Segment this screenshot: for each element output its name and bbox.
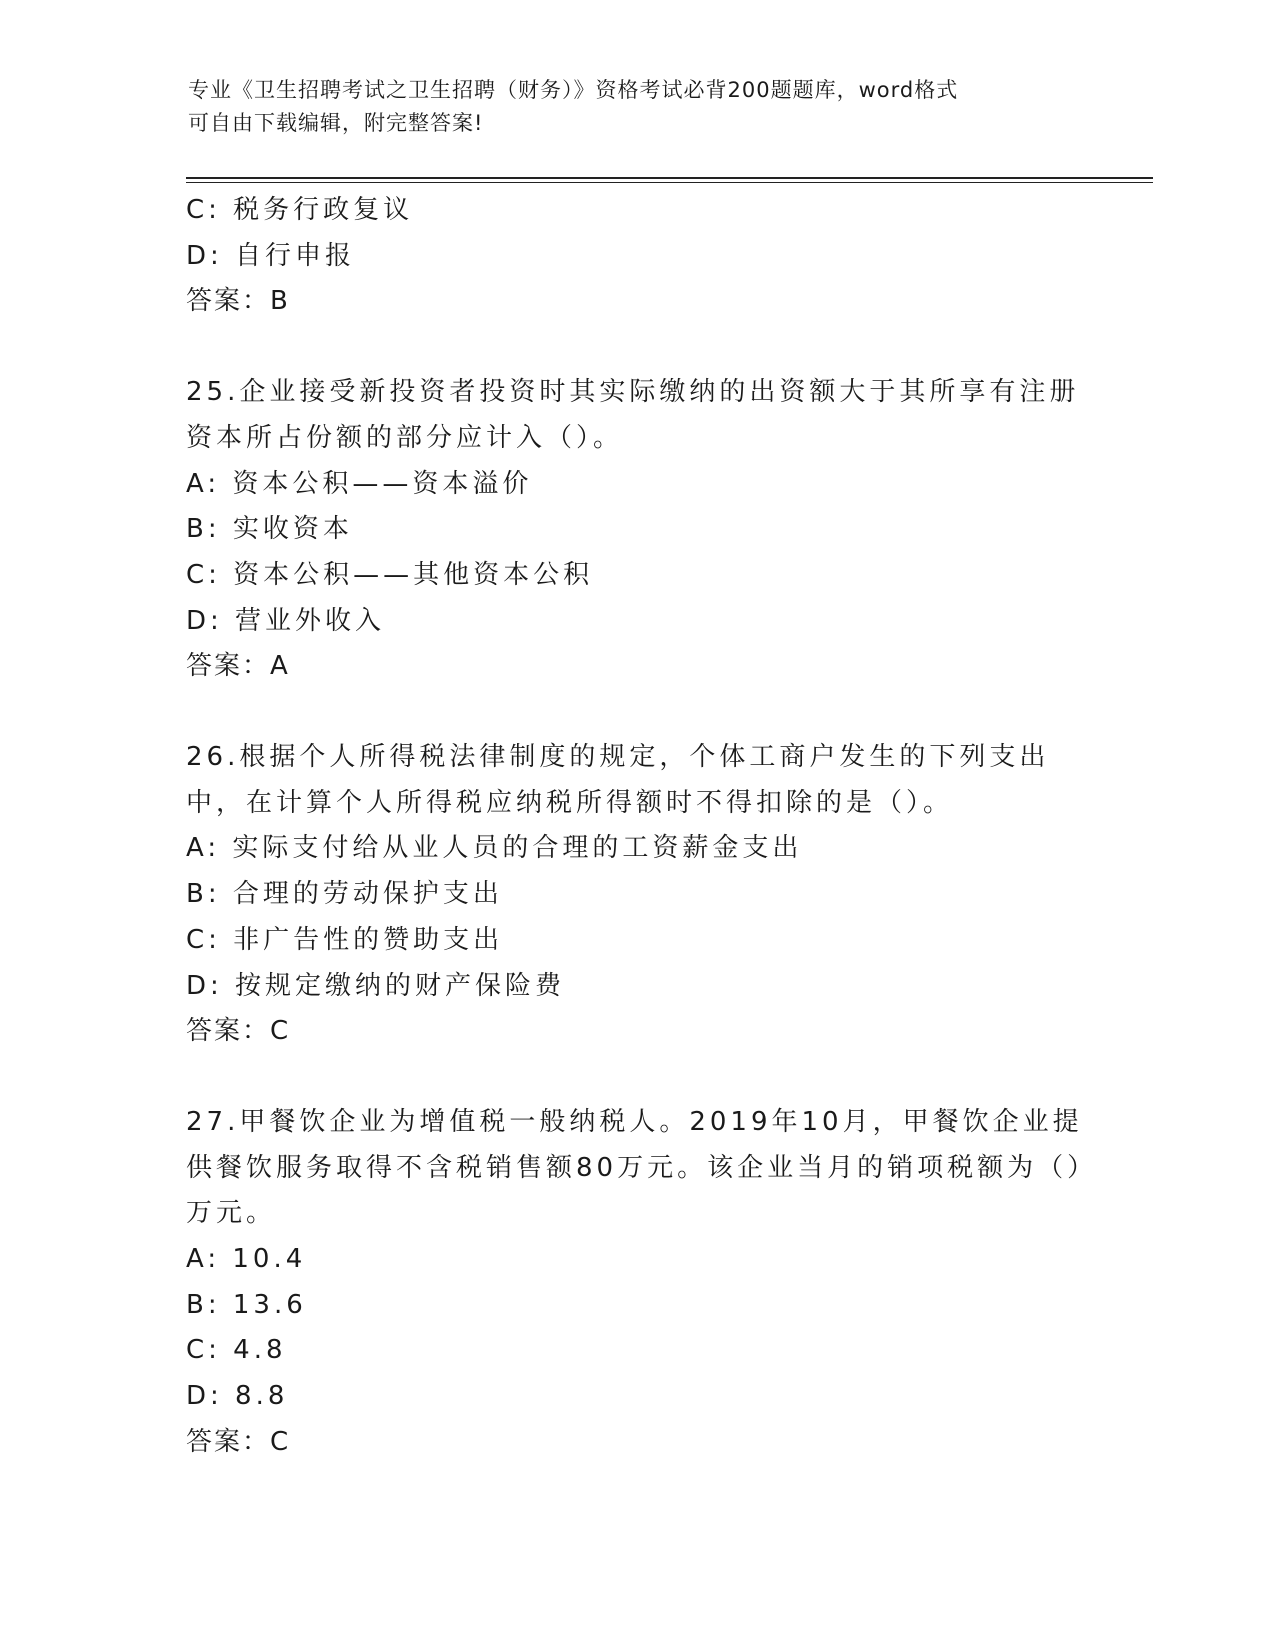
option-d: D: 按规定缴纳的财产保险费 xyxy=(186,970,566,1001)
option-a: A: 资本公积——资本溢价 xyxy=(186,468,533,499)
question-25 xyxy=(186,370,1086,690)
question-26 xyxy=(186,735,1086,1055)
header-title-line-2: 可自由下载编辑，附完整答案! xyxy=(188,111,484,135)
option-a: A: 实际支付给从业人员的合理的工资薪金支出 xyxy=(186,833,803,864)
question-text: 25.企业接受新投资者投资时其实际缴纳的出资额大于其所享有注册资本所占份额的部分应计入（）。 xyxy=(186,377,1080,453)
answer-line: 答案：A xyxy=(186,651,290,682)
option-b: B: 实收资本 xyxy=(186,514,353,545)
answer-line: 答案：B xyxy=(186,286,290,317)
option-b: B: 合理的劳动保护支出 xyxy=(186,879,503,910)
option-c: C: 4.8 xyxy=(186,1335,287,1366)
option-b: B: 13.6 xyxy=(186,1289,307,1320)
option-c: C: 资本公积——其他资本公积 xyxy=(186,559,594,590)
option-d: D: 营业外收入 xyxy=(186,605,386,636)
header-title-line-1: 专业《卫生招聘考试之卫生招聘（财务）》资格考试必背200题题库，word格式 xyxy=(188,78,959,102)
option-c: C: 非广告性的赞助支出 xyxy=(186,924,504,955)
page-header xyxy=(188,74,1068,140)
option-c: C: 税务行政复议 xyxy=(186,195,414,225)
option-d: D: 自行申报 xyxy=(186,240,356,271)
question-content xyxy=(186,188,1086,1466)
continued-question xyxy=(186,188,1086,325)
question-27 xyxy=(186,1100,1086,1466)
question-text: 27.甲餐饮企业为增值税一般纳税人。2019年10月，甲餐饮企业提供餐饮服务取得不含税销售额80万元。该企业当月的销项税额为（）万元。 xyxy=(186,1106,1085,1229)
option-a: A: 10.4 xyxy=(186,1244,307,1275)
question-text: 26.根据个人所得税法律制度的规定，个体工商户发生的下列支出中，在计算个人所得税应纳税所得额时不得扣除的是（）。 xyxy=(186,742,1050,818)
answer-line: 答案：C xyxy=(186,1426,291,1457)
header-divider xyxy=(186,177,1153,183)
answer-line: 答案：C xyxy=(186,1016,291,1047)
option-d: D: 8.8 xyxy=(186,1381,289,1412)
